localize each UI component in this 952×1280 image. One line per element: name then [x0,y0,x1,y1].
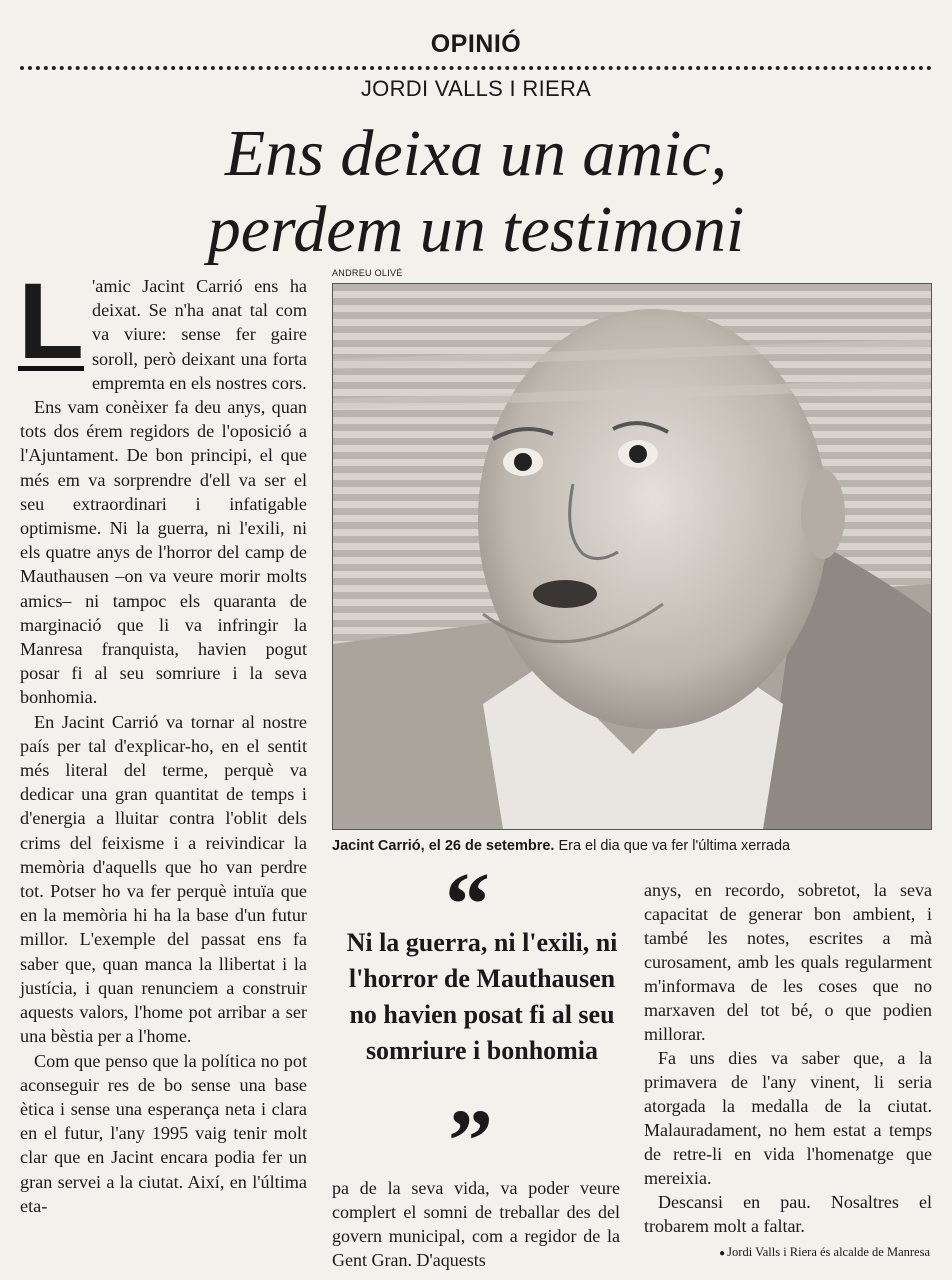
pull-quote: Ni la guerra, ni l'exili, ni l'horror de Mauthausen no havien posat fi al seu somriure i bonhomia [346,928,618,1065]
section-label: OPINIÓ [430,30,522,58]
paragraph: Ens vam conèixer fa deu anys, quan tots dos érem regidors de l'oposició a l'Ajuntament. De bon principi, el que més em va sorprendre d'ell va ser el seu extraordinari i infatigable optimisme. Ni la guerra, ni l'exili, ni els quatre anys de l'horror del camp de Mauthausen –on va veure morir molts amics– ni tampoc els quaranta de marginació que li va infringir la Manresa franquista, havien pogut posar fi al seu somriure i la seva bonhomia. [20,397,307,708]
article-column-1 [18,260,307,1218]
paragraph: Fa uns dies va saber que, a la primavera de l'any vinent, li seria atorgada la medalla de la ciutat. Malauradament, no hem estat a temps de retre-li en vida l'homenatge que mereixia. [644,1048,932,1188]
article-column-2 [332,1176,620,1272]
article-column-3 [644,878,932,1238]
paragraph: anys, en recordo, sobretot, la seva capacitat de generar bon ambient, i també les notes, escrites a mà curosament, amb les quals regularment m'informava de les coses que no marxaven del tot bé, o que podien millorar. [644,880,932,1044]
author-bio [719,1245,930,1260]
drop-cap: L [18,260,84,381]
close-quote-mark: ” [448,1092,493,1191]
paragraph: Com que penso que la política no pot aconseguir res de bo sense una base ètica i sense una esperança neta i clara en el futur, l'any 1995 vaig tenir molt clar que en Jacint encara podia fer un gran servei a la ciutat. Així, en l'última eta- [20,1050,307,1216]
bio-text: Jordi Valls i Riera és alcalde de Manresa [727,1245,930,1259]
portrait-photo [332,283,932,830]
paragraph: Descansi en pau. Nosaltres el trobarem molt a faltar. [644,1192,932,1236]
paragraph: 'amic Jacint Carrió ens ha deixat. Se n'ha anat tal com va viure: sense fer gaire soroll, però deixant una forta empremta en els nostres cors. [91,276,307,393]
headline-line-1: Ens deixa un amic, [224,117,728,190]
caption-text: Era el dia que va fer l'última xerrada [554,838,791,854]
paragraph: pa de la seva vida, va poder veure complert el somni de treballar des del govern municipal, com a regidor de la Gent Gran. D'aquests [332,1178,620,1270]
photo-caption [332,838,932,854]
dotted-rule [20,66,932,70]
portrait-illustration [333,284,931,829]
open-quote-mark: “ [445,855,490,954]
caption-bold: Jacint Carrió, el 26 de setembre. [332,838,555,854]
headline-line-2: perdem un testimoni [207,193,745,266]
photo-credit: ANDREU OLIVÉ [332,268,403,278]
paragraph: En Jacint Carrió va tornar al nostre país per tal d'explicar-ho, en el sentit més literal del terme, perquè va dedicar una gran quantitat de temps i d'energia a lluitar contra l'oblit dels crims del feixisme i a reivindicar la memòria d'aquells que ho van perdre tot. Potser ho va fer perquè intuïa que en la memòria hi ha la base d'un futur millor. L'exemple del passat ens fa saber que, quan manca la llibertat i la justícia, i quan renunciem a construir aquests valors, l'home pot arribar a ser una bèstia per a l'home. [20,711,307,1047]
headline [0,116,952,268]
author-byline: JORDI VALLS I RIERA [360,76,592,101]
bullet-icon: ● [719,1248,726,1259]
